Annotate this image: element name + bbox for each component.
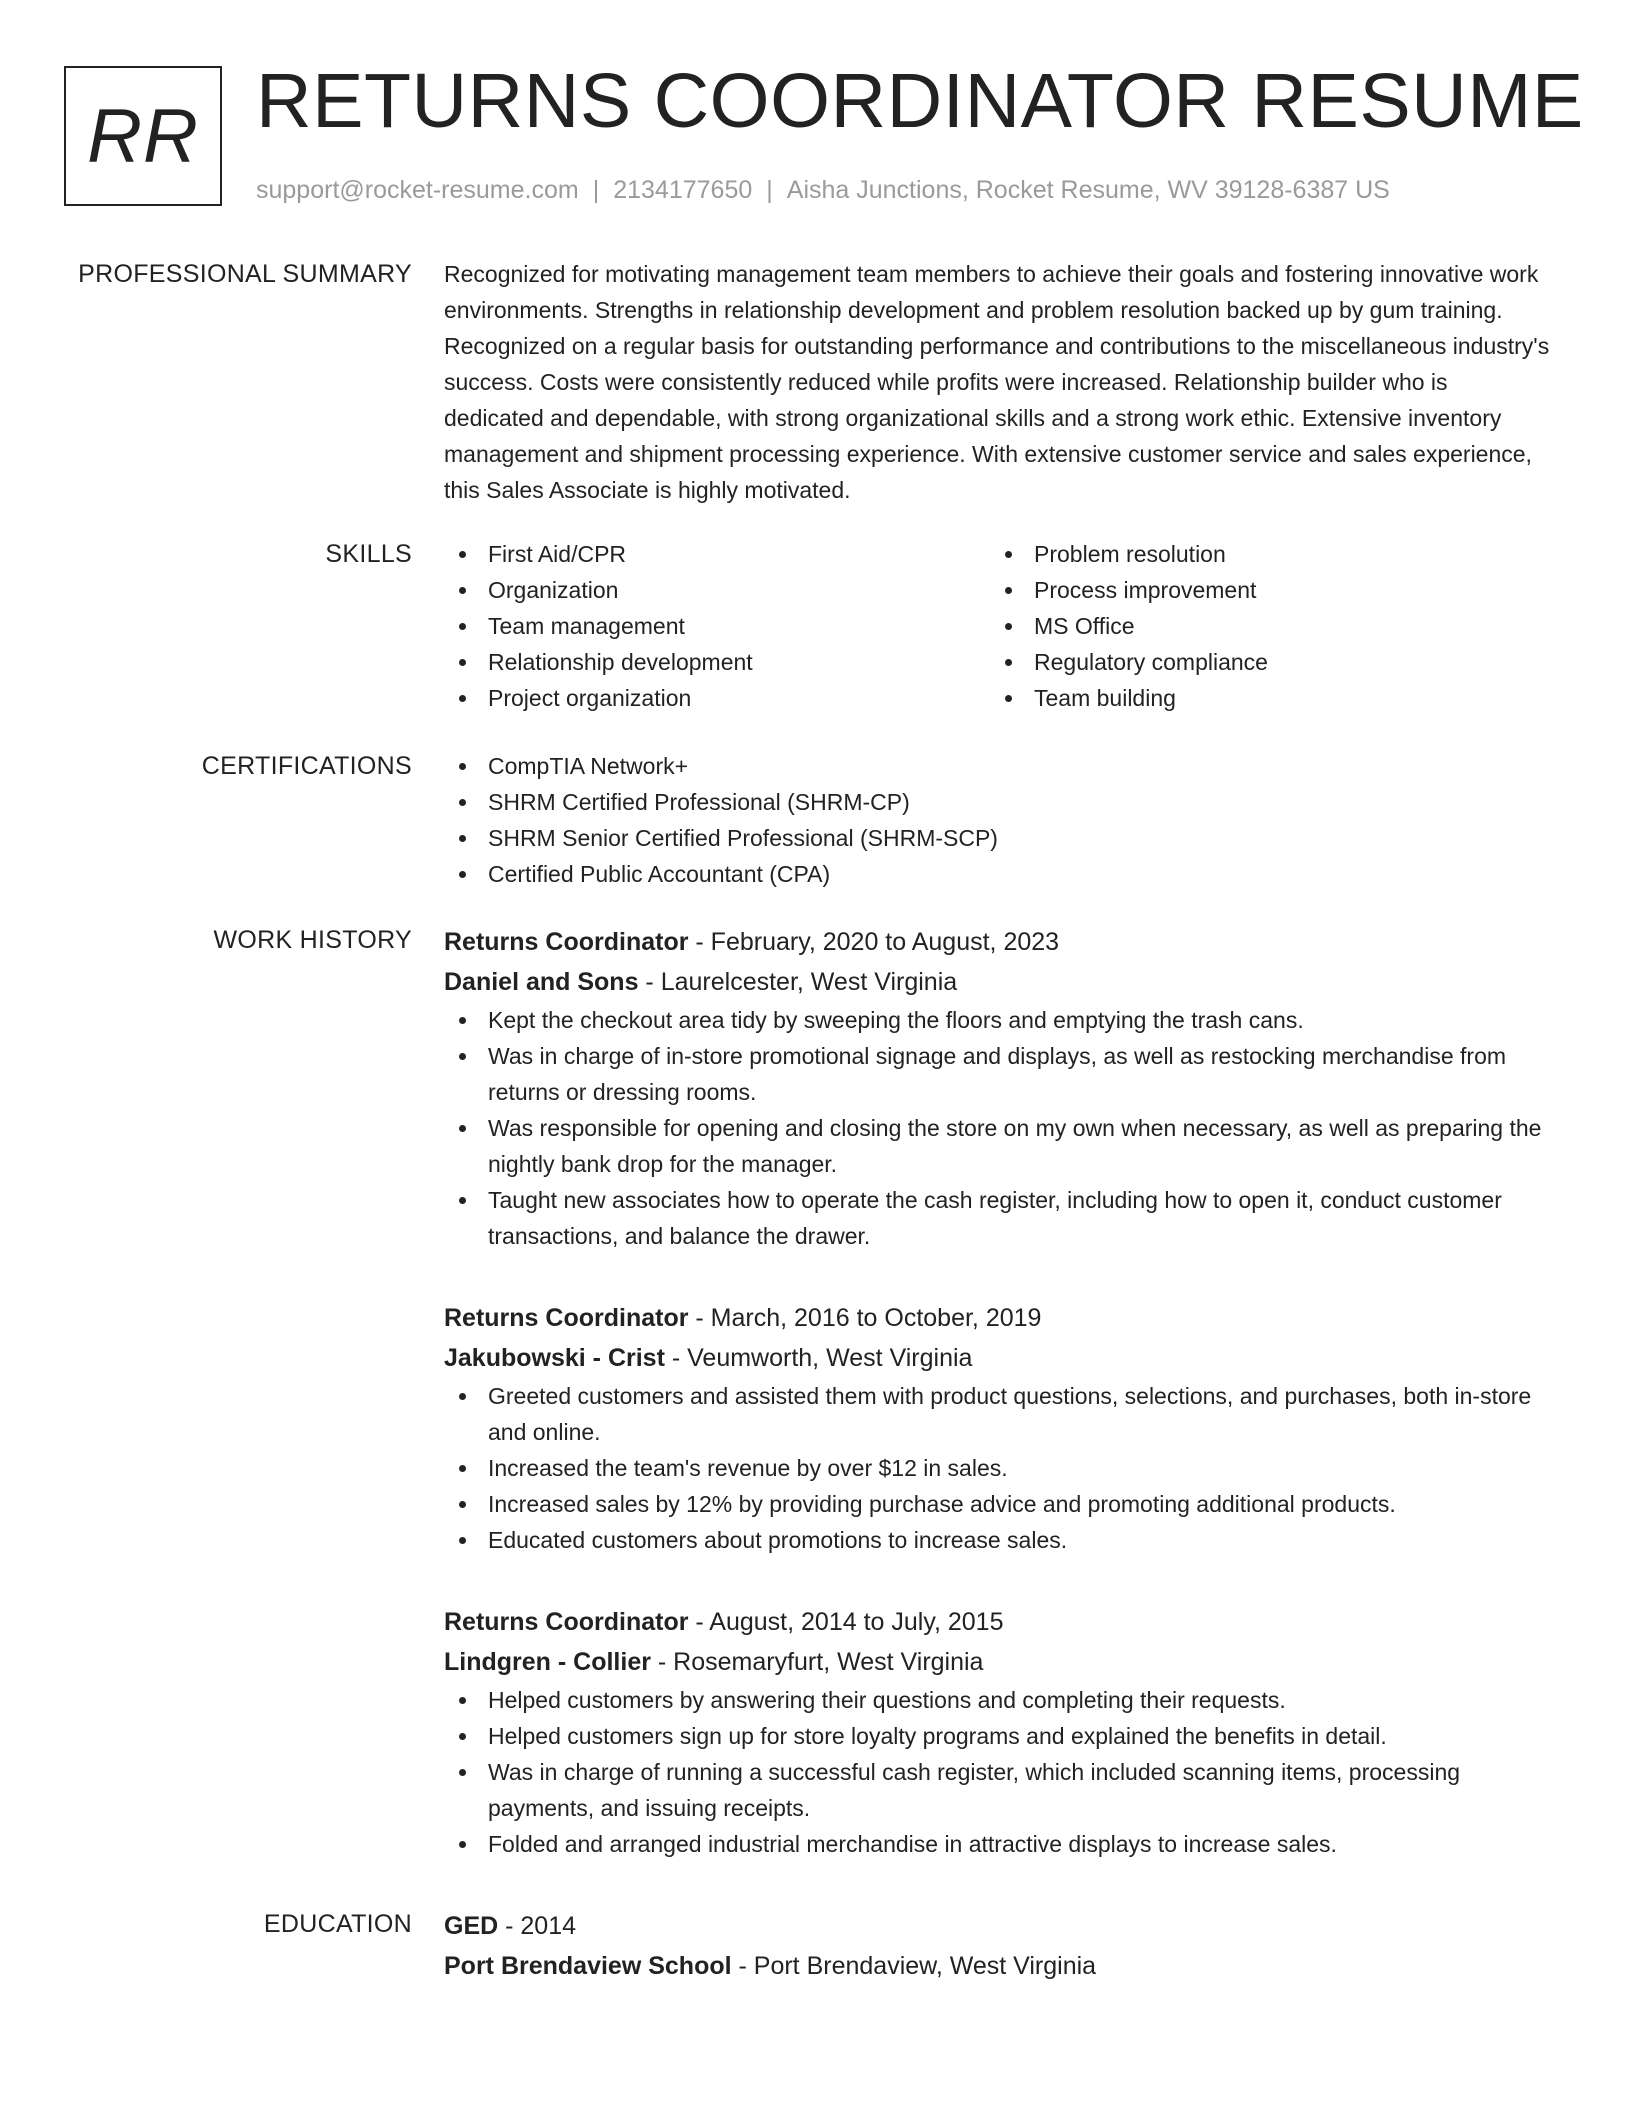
skill-item: Relationship development: [444, 644, 990, 680]
skill-item: First Aid/CPR: [444, 536, 990, 572]
job-dates: - February, 2020 to August, 2023: [688, 928, 1060, 956]
job-bullet: Increased the team's revenue by over $12 in sales.: [444, 1450, 1552, 1486]
job-title-line: [444, 922, 1552, 962]
contact-email: support@rocket-resume.com: [256, 176, 579, 204]
job-bullet: Taught new associates how to operate the cash register, including how to open it, conduct customer transactions, and balance the drawer.: [444, 1182, 1552, 1254]
job-company-line: [444, 1338, 1552, 1378]
summary-text: Recognized for motivating management team members to achieve their goals and fostering innovative work environments. Strengths in relationship development and problem resolution backed up by gum training. Recognized on a regular basis for outstanding performance and contributions to the miscellaneous industry's success. Costs were consistently reduced while profits were increased. Relationship builder who is dedicated and dependable, with strong organizational skills and a strong work ethic. Extensive inventory management and shipment processing experience. With extensive customer service and sales experience, this Sales Associate is highly motivated.: [444, 261, 1550, 503]
job-company-line: [444, 1642, 1552, 1682]
skills-list-left: [444, 536, 990, 716]
skills-list-right: [990, 536, 1536, 716]
job-company: Lindgren - Collier: [444, 1648, 651, 1676]
job-company: Daniel and Sons: [444, 968, 639, 996]
job-entry: [444, 922, 1552, 1254]
job-location: - Rosemaryfurt, West Virginia: [650, 1648, 984, 1676]
job-bullets: [444, 1002, 1552, 1254]
certification-item: CompTIA Network+: [444, 748, 1552, 784]
certifications-list: [444, 748, 1552, 892]
certification-item: SHRM Certified Professional (SHRM-CP): [444, 784, 1552, 820]
contact-address: Aisha Junctions, Rocket Resume, WV 39128-6387 US: [786, 176, 1390, 204]
job-bullet: Was responsible for opening and closing the store on my own when necessary, as well as preparing the nightly bank drop for the manager.: [444, 1110, 1552, 1182]
job-bullet: Folded and arranged industrial merchandise in attractive displays to increase sales.: [444, 1826, 1552, 1862]
job-bullet: Increased sales by 12% by providing purchase advice and promoting additional products.: [444, 1486, 1552, 1522]
section-label-work-history: WORK HISTORY: [213, 926, 412, 954]
skill-item: Team management: [444, 608, 990, 644]
skill-item: Team building: [990, 680, 1536, 716]
contact-line: [256, 174, 1390, 206]
section-label-education: EDUCATION: [263, 1910, 412, 1938]
monogram-badge: RR: [64, 66, 222, 206]
job-company: Jakubowski - Crist: [444, 1344, 665, 1372]
skill-item: Project organization: [444, 680, 990, 716]
job-bullets: [444, 1378, 1552, 1558]
job-title: Returns Coordinator: [444, 928, 689, 956]
contact-phone: 2134177650: [613, 176, 753, 204]
section-label-certifications: CERTIFICATIONS: [201, 752, 412, 780]
job-dates: - August, 2014 to July, 2015: [688, 1608, 1004, 1636]
job-bullet: Was in charge of in-store promotional signage and displays, as well as restocking merchandise from returns or dressing rooms.: [444, 1038, 1552, 1110]
certification-item: SHRM Senior Certified Professional (SHRM-SCP): [444, 820, 1552, 856]
job-title: Returns Coordinator: [444, 1608, 689, 1636]
job-bullets: [444, 1682, 1552, 1862]
section-label-skills: SKILLS: [325, 540, 412, 568]
education-degree: GED: [444, 1912, 499, 1940]
skill-item: Organization: [444, 572, 990, 608]
job-company-line: [444, 962, 1552, 1002]
job-location: - Laurelcester, West Virginia: [638, 968, 958, 996]
section-label-summary: PROFESSIONAL SUMMARY: [78, 260, 412, 288]
job-title-line: [444, 1602, 1552, 1642]
education-school-line: [444, 1946, 1552, 1986]
education-degree-line: [444, 1906, 1552, 1946]
job-location: - Veumworth, West Virginia: [664, 1344, 973, 1372]
job-bullet: Helped customers by answering their questions and completing their requests.: [444, 1682, 1552, 1718]
job-bullet: Greeted customers and assisted them with product questions, selections, and purchases, both in-store and online.: [444, 1378, 1552, 1450]
job-bullet: Educated customers about promotions to increase sales.: [444, 1522, 1552, 1558]
job-bullet: Helped customers sign up for store loyalty programs and explained the benefits in detail.: [444, 1718, 1552, 1754]
education-year: - 2014: [498, 1912, 577, 1940]
education-school: Port Brendaview School: [444, 1952, 732, 1980]
contact-separator: |: [592, 176, 600, 204]
page-title: RETURNS COORDINATOR RESUME: [256, 58, 1584, 144]
job-entry: [444, 1602, 1552, 1862]
skill-item: Regulatory compliance: [990, 644, 1536, 680]
skill-item: Problem resolution: [990, 536, 1536, 572]
skill-item: MS Office: [990, 608, 1536, 644]
education-location: - Port Brendaview, West Virginia: [731, 1952, 1097, 1980]
job-entry: [444, 1298, 1552, 1558]
job-title-line: [444, 1298, 1552, 1338]
job-bullet: Kept the checkout area tidy by sweeping the floors and emptying the trash cans.: [444, 1002, 1552, 1038]
contact-separator: |: [766, 176, 773, 204]
job-title: Returns Coordinator: [444, 1304, 689, 1332]
certification-item: Certified Public Accountant (CPA): [444, 856, 1552, 892]
job-bullet: Was in charge of running a successful cash register, which included scanning items, processing payments, and issuing receipts.: [444, 1754, 1552, 1826]
skill-item: Process improvement: [990, 572, 1536, 608]
job-dates: - March, 2016 to October, 2019: [688, 1304, 1042, 1332]
